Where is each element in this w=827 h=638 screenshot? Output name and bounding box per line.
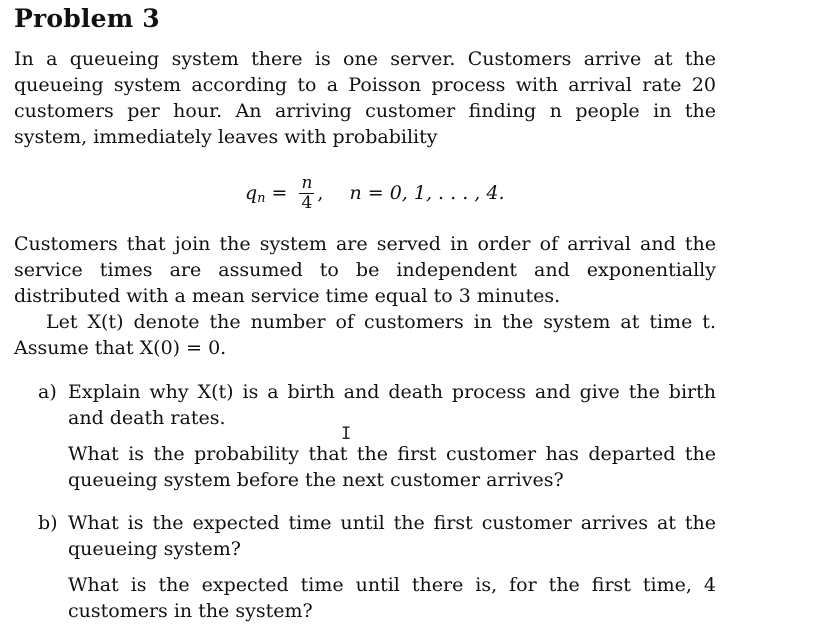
- question-a-part-1: Explain why X(t) is a birth and death process and give the birth and death rates.: [68, 381, 716, 429]
- problem-title: Problem 3: [14, 4, 160, 33]
- question-b: [38, 510, 716, 624]
- formula-lhs: q: [245, 182, 258, 204]
- formula-fraction: [299, 174, 314, 213]
- question-b-part-1: What is the expected time until the first customer arrives at the queueing system?: [68, 512, 716, 560]
- service-paragraph: Customers that join the system are served in order of arrival and the service times are assumed to be independent and exponentially distributed with a mean service time equal to 3 minutes.: [14, 233, 716, 307]
- formula-equals: =: [271, 182, 288, 204]
- question-a-part-2: What is the probability that the first customer has departed the queueing system before the next customer arrives?: [68, 443, 716, 491]
- formula-lhs-subscript: n: [257, 190, 266, 206]
- formula-denominator: 4: [301, 192, 313, 213]
- intro-paragraph: In a queueing system there is one server. Customers arrive at the queueing system according to a Poisson process with arrival rate 20 customers per hour. An arriving customer finding n people in the system, immediately leaves with probability: [14, 48, 716, 148]
- formula-comma: ,: [317, 182, 324, 204]
- question-b-label: b): [38, 512, 58, 534]
- question-a: [38, 379, 716, 493]
- formula-numerator: n: [301, 172, 313, 193]
- text-cursor-icon: I: [341, 424, 352, 444]
- question-b-part-2: What is the expected time until there is, for the first time, 4 customers in the system?: [68, 574, 716, 622]
- definition-paragraph: Let X(t) denote the number of customers in the system at time t. Assume that X(0) = 0.: [14, 311, 716, 359]
- probability-formula: [245, 168, 504, 218]
- question-a-label: a): [38, 381, 57, 403]
- formula-range: n = 0, 1, . . . , 4.: [349, 182, 505, 204]
